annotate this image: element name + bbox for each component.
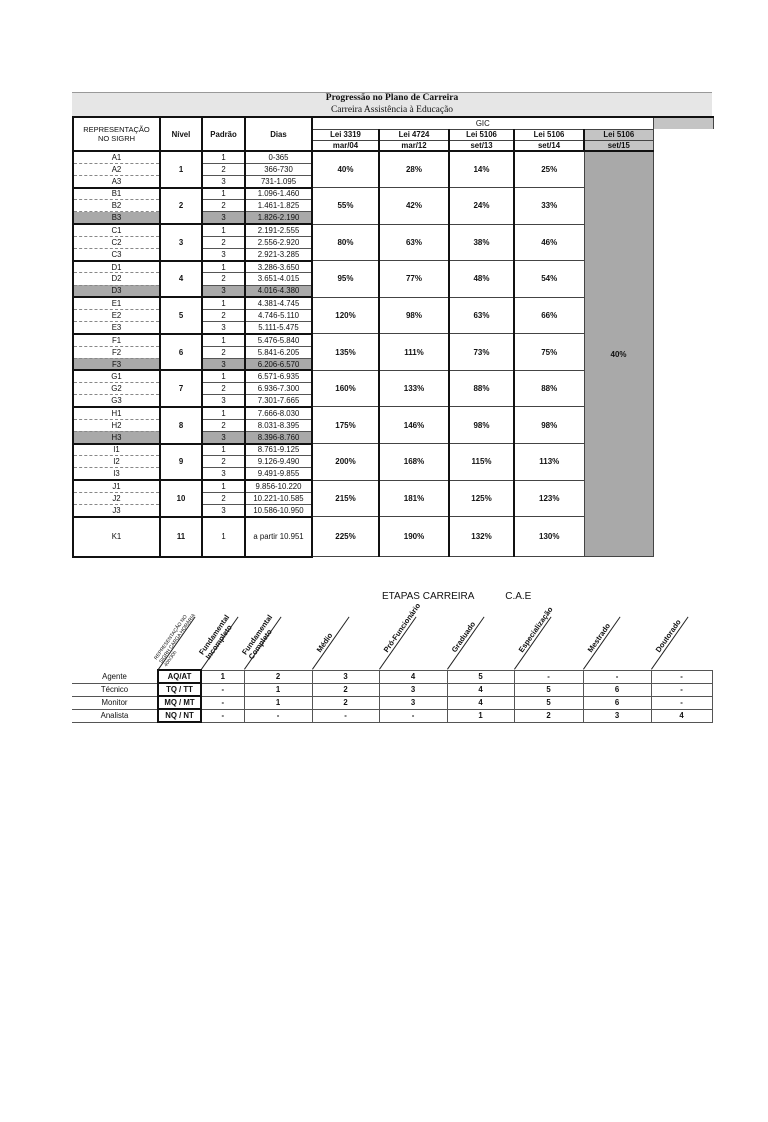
header-gic: GIC: [312, 117, 653, 129]
rep-cell: C3: [73, 249, 160, 261]
etapa-header-5: Graduado: [449, 619, 478, 654]
dias-cell: 4.016-4.380: [245, 285, 312, 297]
pct-cell: 63%: [449, 297, 514, 334]
rep-code-cell: MQ / MT: [158, 696, 201, 709]
pct-cell: 55%: [312, 188, 379, 225]
lei-header-4: Lei 5106: [584, 129, 653, 140]
dias-cell: 10.586-10.950: [245, 504, 312, 516]
dias-cell: 4.381-4.745: [245, 297, 312, 309]
etapa-value-cell: 2: [244, 670, 312, 683]
dias-cell: 4.746-5.110: [245, 309, 312, 321]
cargo-cell: Técnico: [72, 683, 158, 696]
pct-cell: 215%: [312, 480, 379, 517]
pct-cell: 200%: [312, 444, 379, 481]
etapa-header-3: Médio: [314, 631, 335, 654]
pct-cell: 146%: [379, 407, 449, 444]
rep-cell: E1: [73, 297, 160, 309]
etapa-value-cell: 3: [312, 670, 379, 683]
etapa-header-8: Doutorado: [653, 617, 683, 654]
padrao-cell: 3: [202, 285, 245, 297]
padrao-cell: 1: [202, 517, 245, 557]
pct-cell: 133%: [379, 370, 449, 407]
progression-sheet: [72, 92, 712, 558]
pct-cell: 181%: [379, 480, 449, 517]
nivel-cell: 9: [160, 444, 202, 481]
pct-cell: 66%: [514, 297, 584, 334]
nivel-cell: 2: [160, 188, 202, 225]
etapa-value-cell: 5: [447, 670, 514, 683]
padrao-cell: 2: [202, 419, 245, 431]
etapas-title-text: ETAPAS CARREIRA: [382, 591, 475, 602]
lei-header-0: Lei 3319: [312, 129, 379, 140]
nivel-cell: 4: [160, 261, 202, 298]
pct-cell: 120%: [312, 297, 379, 334]
padrao-cell: 2: [202, 309, 245, 321]
pct-cell: 40%: [312, 151, 379, 188]
padrao-cell: 2: [202, 383, 245, 395]
lei-date-2: set/13: [449, 140, 514, 151]
padrao-cell: 3: [202, 249, 245, 261]
dias-cell: 5.476-5.840: [245, 334, 312, 346]
rep-cell: A1: [73, 151, 160, 163]
pct-cell: 98%: [379, 297, 449, 334]
padrao-cell: 1: [202, 224, 245, 236]
pct-cell: 38%: [449, 224, 514, 261]
etapa-value-cell: 5: [514, 696, 583, 709]
etapa-value-cell: 3: [583, 709, 651, 722]
lei-date-1: mar/12: [379, 140, 449, 151]
rep-cell: H2: [73, 419, 160, 431]
etapas-row: [72, 709, 712, 722]
dias-cell: 7.301-7.665: [245, 395, 312, 407]
rep-cell: B3: [73, 212, 160, 224]
etapa-value-cell: -: [244, 709, 312, 722]
rep-cell: J2: [73, 492, 160, 504]
nivel-cell: 3: [160, 224, 202, 261]
etapa-value-cell: 1: [201, 670, 244, 683]
rep-cell: B1: [73, 188, 160, 200]
etapas-row: [72, 670, 712, 683]
rep-cell: E2: [73, 309, 160, 321]
nivel-cell: 11: [160, 517, 202, 557]
padrao-cell: 1: [202, 188, 245, 200]
etapa-value-cell: 3: [379, 683, 447, 696]
dias-cell: 731-1.095: [245, 175, 312, 187]
rep-cell: G1: [73, 370, 160, 382]
pct-cell: 225%: [312, 517, 379, 557]
nivel-cell: 6: [160, 334, 202, 371]
etapa-value-cell: 2: [312, 696, 379, 709]
etapa-value-cell: -: [651, 683, 712, 696]
etapa-value-cell: -: [651, 696, 712, 709]
etapa-value-cell: 2: [514, 709, 583, 722]
padrao-cell: 3: [202, 358, 245, 370]
pct-cell: 115%: [449, 444, 514, 481]
etapas-row: [72, 683, 712, 696]
padrao-cell: 1: [202, 297, 245, 309]
lei-header-1: Lei 4724: [379, 129, 449, 140]
rep-cell: B2: [73, 200, 160, 212]
etapas-table: [72, 669, 713, 723]
pct-cell: 73%: [449, 334, 514, 371]
etapa-value-cell: -: [201, 709, 244, 722]
cargo-cell: Analista: [72, 709, 158, 722]
etapa-value-cell: -: [514, 670, 583, 683]
pct-cell: 63%: [379, 224, 449, 261]
padrao-cell: 3: [202, 395, 245, 407]
rep-cell: E3: [73, 322, 160, 334]
etapa-value-cell: 6: [583, 696, 651, 709]
dias-cell: 8.396-8.760: [245, 431, 312, 443]
lei-header-3: Lei 5106: [514, 129, 584, 140]
dias-cell: 2.191-2.555: [245, 224, 312, 236]
dias-cell: 2.556-2.920: [245, 236, 312, 248]
pct-cell: 98%: [449, 407, 514, 444]
rep-cell: C1: [73, 224, 160, 236]
pct-cell: 130%: [514, 517, 584, 557]
dias-cell: a partir 10.951: [245, 517, 312, 557]
padrao-cell: 3: [202, 431, 245, 443]
rep-cell: C2: [73, 236, 160, 248]
pct-cell: 135%: [312, 334, 379, 371]
padrao-cell: 2: [202, 346, 245, 358]
table-row: [73, 151, 713, 163]
rep-cell: I1: [73, 444, 160, 456]
header-padrao: Padrão: [202, 117, 245, 151]
etapa-value-cell: 5: [514, 683, 583, 696]
padrao-cell: 2: [202, 492, 245, 504]
etapa-value-cell: -: [651, 670, 712, 683]
nivel-cell: 8: [160, 407, 202, 444]
rep-cell: J1: [73, 480, 160, 492]
pct-cell: 190%: [379, 517, 449, 557]
dias-cell: 0-365: [245, 151, 312, 163]
pct-cell: 113%: [514, 444, 584, 481]
cargo-cell: Agente: [72, 670, 158, 683]
pct-cell: 24%: [449, 188, 514, 225]
etapa-value-cell: 1: [244, 696, 312, 709]
dias-cell: 3.286-3.650: [245, 261, 312, 273]
rep-cell: H3: [73, 431, 160, 443]
pct-cell: 77%: [379, 261, 449, 298]
sheet-subtitle: Carreira Assistência à Educação: [72, 104, 712, 116]
etapa-value-cell: 4: [447, 683, 514, 696]
etapa-value-cell: -: [201, 683, 244, 696]
pct-cell: 33%: [514, 188, 584, 225]
padrao-cell: 2: [202, 273, 245, 285]
etapa-header-7: Mestrado: [585, 621, 613, 654]
pct-cell: 25%: [514, 151, 584, 188]
dias-cell: 10.221-10.585: [245, 492, 312, 504]
dias-cell: 7.666-8.030: [245, 407, 312, 419]
etapa-value-cell: 2: [312, 683, 379, 696]
etapas-row: [72, 696, 712, 709]
padrao-cell: 2: [202, 456, 245, 468]
rep-cell: H1: [73, 407, 160, 419]
pct-cell: 111%: [379, 334, 449, 371]
rep-cell: J3: [73, 504, 160, 516]
padrao-cell: 2: [202, 200, 245, 212]
lei-date-0: mar/04: [312, 140, 379, 151]
pct-cell: 168%: [379, 444, 449, 481]
rep-code-cell: NQ / NT: [158, 709, 201, 722]
padrao-cell: 1: [202, 444, 245, 456]
header-rep: REPRESENTAÇÃO NO SIGRH: [73, 117, 160, 151]
dias-cell: 9.491-9.855: [245, 468, 312, 480]
padrao-cell: 3: [202, 212, 245, 224]
padrao-cell: 1: [202, 334, 245, 346]
rep-code-cell: AQ/AT: [158, 670, 201, 683]
pct-cell: 132%: [449, 517, 514, 557]
pct-cell: 28%: [379, 151, 449, 188]
rep-cell: A3: [73, 175, 160, 187]
pct-cell: 123%: [514, 480, 584, 517]
etapa-value-cell: 4: [379, 670, 447, 683]
dias-cell: 3.651-4.015: [245, 273, 312, 285]
pct-cell: 125%: [449, 480, 514, 517]
header-nivel: Nível: [160, 117, 202, 151]
dias-cell: 6.206-6.570: [245, 358, 312, 370]
rep-cell: G3: [73, 395, 160, 407]
rep-cell: F2: [73, 346, 160, 358]
pct-cell: 160%: [312, 370, 379, 407]
rep-code-cell: TQ / TT: [158, 683, 201, 696]
pct-cell: 175%: [312, 407, 379, 444]
dias-cell: 1.461-1.825: [245, 200, 312, 212]
dias-cell: 1.096-1.460: [245, 188, 312, 200]
etapa-header-2: Fundamental Completo: [240, 613, 275, 661]
rep-cell: G2: [73, 383, 160, 395]
lei-date-4: set/15: [584, 140, 653, 151]
padrao-cell: 3: [202, 504, 245, 516]
pct-cell: 95%: [312, 261, 379, 298]
etapas-title-code: C.A.E: [505, 591, 532, 602]
lei5106-set15-cell: 40%: [584, 151, 653, 557]
nivel-cell: 10: [160, 480, 202, 517]
etapa-value-cell: -: [201, 696, 244, 709]
pct-cell: 14%: [449, 151, 514, 188]
padrao-cell: 2: [202, 163, 245, 175]
dias-cell: 9.126-9.490: [245, 456, 312, 468]
etapa-value-cell: -: [583, 670, 651, 683]
dias-cell: 5.841-6.205: [245, 346, 312, 358]
pct-cell: 46%: [514, 224, 584, 261]
dias-cell: 5.111-5.475: [245, 322, 312, 334]
padrao-cell: 1: [202, 407, 245, 419]
rep-cell: D1: [73, 261, 160, 273]
dias-cell: 1.826-2.190: [245, 212, 312, 224]
etapa-value-cell: 6: [583, 683, 651, 696]
nivel-cell: 7: [160, 370, 202, 407]
pct-cell: 42%: [379, 188, 449, 225]
progression-table: [72, 116, 714, 558]
etapa-value-cell: 3: [379, 696, 447, 709]
padrao-cell: 3: [202, 175, 245, 187]
dias-cell: 6.936-7.300: [245, 383, 312, 395]
padrao-cell: 1: [202, 480, 245, 492]
dias-cell: 6.571-6.935: [245, 370, 312, 382]
padrao-cell: 1: [202, 370, 245, 382]
rep-cell: D2: [73, 273, 160, 285]
padrao-cell: 1: [202, 151, 245, 163]
etapas-title: [382, 591, 559, 602]
etapa-value-cell: 1: [244, 683, 312, 696]
etapa-header-1: Fundamental Incompleto: [197, 613, 234, 661]
padrao-cell: 2: [202, 236, 245, 248]
pct-cell: 75%: [514, 334, 584, 371]
etapa-value-cell: -: [379, 709, 447, 722]
sheet-title: Progressão no Plano de Carreira: [72, 92, 712, 104]
pct-cell: 88%: [514, 370, 584, 407]
cargo-cell: Monitor: [72, 696, 158, 709]
rep-cell: I3: [73, 468, 160, 480]
padrao-cell: 3: [202, 468, 245, 480]
nivel-cell: 5: [160, 297, 202, 334]
rep-cell: I2: [73, 456, 160, 468]
etapa-header-6: Especialização: [516, 605, 555, 654]
dias-cell: 8.761-9.125: [245, 444, 312, 456]
pct-cell: 80%: [312, 224, 379, 261]
header-dias: Dias: [245, 117, 312, 151]
etapa-value-cell: 1: [447, 709, 514, 722]
pct-cell: 48%: [449, 261, 514, 298]
nivel-cell: 1: [160, 151, 202, 188]
padrao-cell: 3: [202, 322, 245, 334]
dias-cell: 8.031-8.395: [245, 419, 312, 431]
etapa-value-cell: -: [312, 709, 379, 722]
pct-cell: 88%: [449, 370, 514, 407]
etapa-header-0: REPRESENTAÇÃO NO SIGRH CARGA HORÁRIA 40h/30h: [153, 613, 197, 668]
etapa-header-4: Pró-Funcionário: [381, 601, 423, 654]
rep-cell: K1: [73, 517, 160, 557]
lei-header-2: Lei 5106: [449, 129, 514, 140]
padrao-cell: 1: [202, 261, 245, 273]
pct-cell: 54%: [514, 261, 584, 298]
dias-cell: 2.921-3.285: [245, 249, 312, 261]
rep-cell: D3: [73, 285, 160, 297]
dias-cell: 9.856-10.220: [245, 480, 312, 492]
rep-cell: A2: [73, 163, 160, 175]
etapa-value-cell: 4: [447, 696, 514, 709]
dias-cell: 366-730: [245, 163, 312, 175]
rep-cell: F1: [73, 334, 160, 346]
rep-cell: F3: [73, 358, 160, 370]
etapa-value-cell: 4: [651, 709, 712, 722]
lei-date-3: set/14: [514, 140, 584, 151]
pct-cell: 98%: [514, 407, 584, 444]
